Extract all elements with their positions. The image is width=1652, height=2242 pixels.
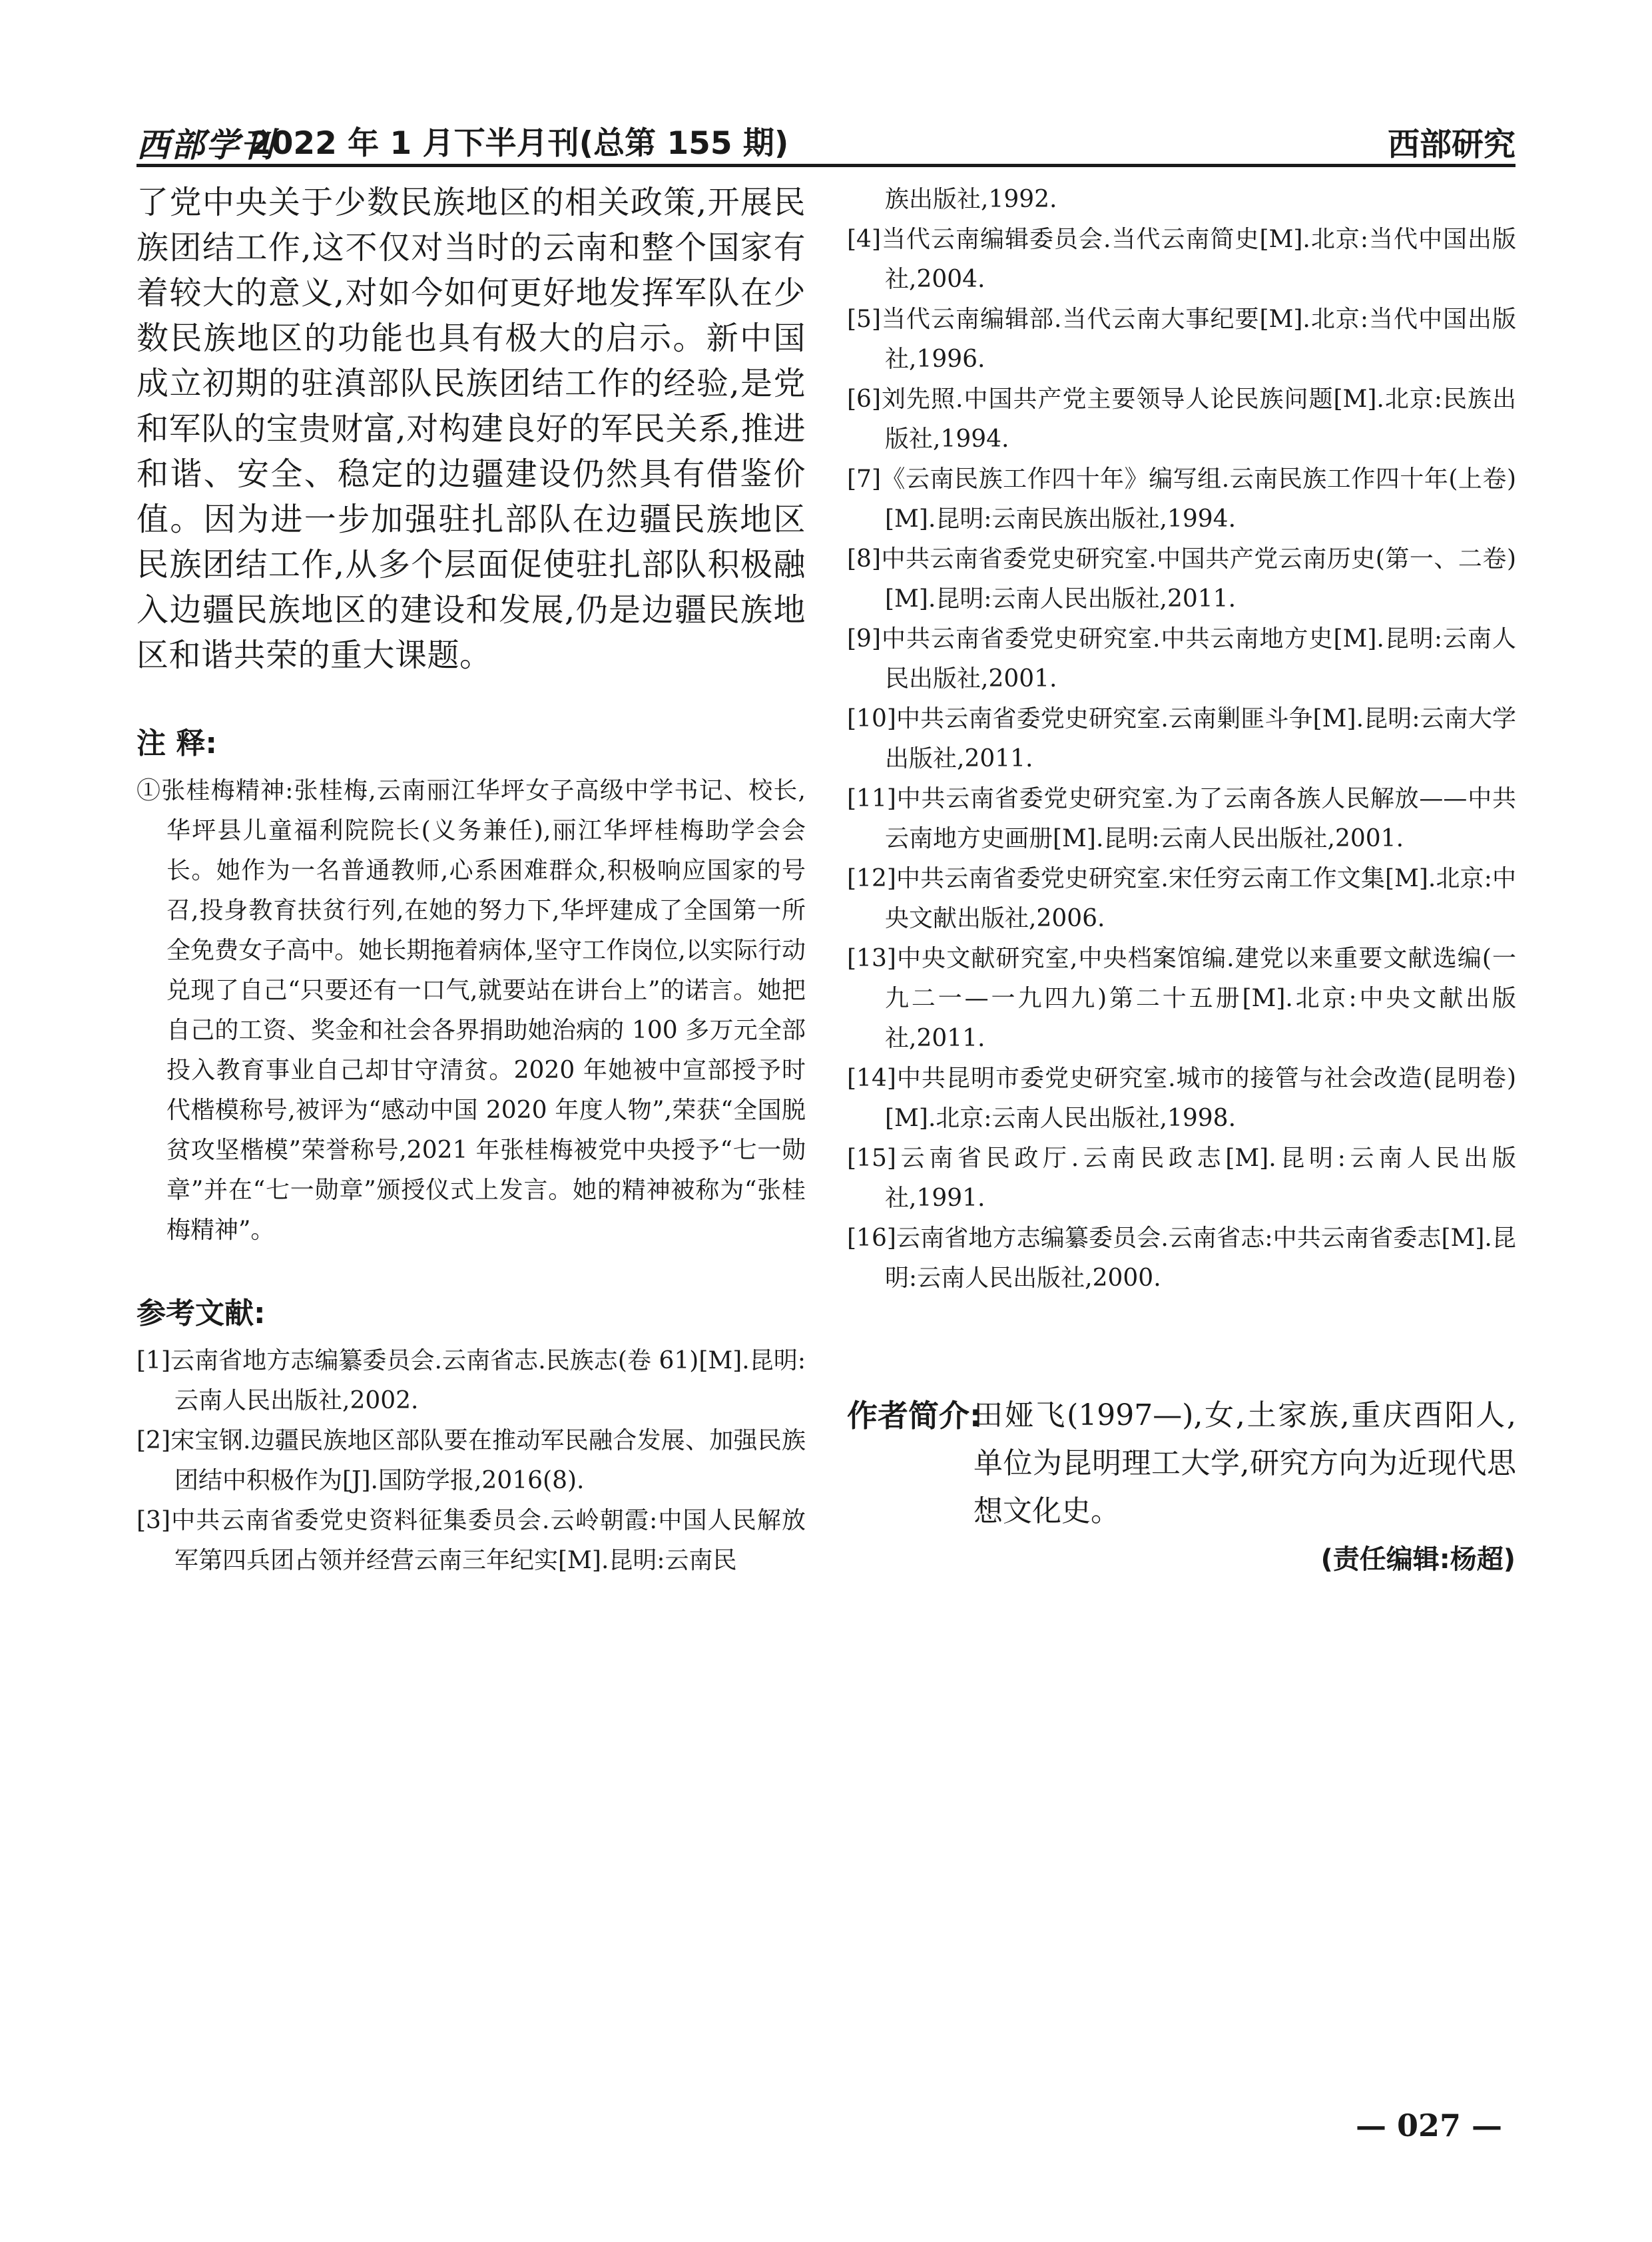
reference-item: [9]中共云南省委党史研究室.中共云南地方史[M].昆明:云南人民出版社,2001.	[847, 625, 1516, 693]
reference-item: [4]当代云南编辑委员会.当代云南简史[M].北京:当代中国出版社,2004.	[847, 226, 1516, 293]
references-heading: 参考文献:	[137, 1296, 266, 1330]
reference-item: [13]中央文献研究室,中央档案馆编.建党以来重要文献选编(一九二一—一九四九)第二十五册[M].北京:中央文献出版社,2011.	[847, 945, 1516, 1052]
issue-info: 2022 年 1 月下半月刊(总第 155 期)	[250, 125, 789, 162]
reference-item: [10]中共云南省委党史研究室.云南剿匪斗争[M].昆明:云南大学出版社,2011.	[847, 705, 1516, 772]
responsible-editor: (责任编辑:杨超)	[1320, 1544, 1515, 1575]
reference-continuation: 族出版社,1992.	[885, 186, 1057, 213]
left-column	[137, 180, 806, 1581]
reference-item: [16]云南省地方志编纂委员会.云南省志:中共云南省委志[M].昆明:云南人民出版社,2000.	[847, 1225, 1516, 1292]
running-header	[137, 113, 1515, 164]
journal-logo: 西部学刊	[137, 125, 275, 164]
header-rule	[137, 164, 1515, 167]
reference-item: [7]《云南民族工作四十年》编写组.云南民族工作四十年(上卷)[M].昆明:云南民族出版社,1994.	[847, 465, 1516, 533]
reference-item: [11]中共云南省委党史研究室.为了云南各族人民解放——中共云南地方史画册[M].昆明:云南人民出版社,2001.	[847, 785, 1516, 852]
note-item: ①张桂梅精神:张桂梅,云南丽江华坪女子高级中学书记、校长,华坪县儿童福利院院长(义务兼任),丽江华坪桂梅助学会会长。她作为一名普通教师,心系困难群众,积极响应国家的号召,投身教育扶贫行列,在她的努力下,华坪建成了全国第一所全免费女子高中。她长期拖着病体,坚守工作岗位,以实际行动兑现了自己“只要还有一口气,就要站在讲台上”的诺言。她把自己的工资、奖金和社会各界捐助她治病的 100 多万元全部投入教育事业自己却甘守清贫。2020 年她被中宣部授予时代楷模称号,被评为“感动中国 2020 年度人物”,荣获“全国脱贫攻坚楷模”荣誉称号,2021 年张桂梅被党中央授予“七一勋章”并在“七一勋章”颁授仪式上发言。她的精神被称为“张桂梅精神”。	[137, 777, 806, 1244]
reference-item: [12]中共云南省委党史研究室.宋任穷云南工作文集[M].北京:中央文献出版社,2006.	[847, 865, 1516, 932]
author-bio-label: 作者简介:	[847, 1398, 982, 1434]
reference-item: [3]中共云南省委党史资料征集委员会.云岭朝霞:中国人民解放军第四兵团占领并经营云南三年纪实[M].昆明:云南民	[137, 1507, 806, 1574]
reference-item: [14]中共昆明市委党史研究室.城市的接管与社会改造(昆明卷)[M].北京:云南人民出版社,1998.	[847, 1065, 1516, 1132]
body-paragraph: 了党中央关于少数民族地区的相关政策,开展民族团结工作,这不仅对当时的云南和整个国家有着较大的意义,对如今如何更好地发挥军队在少数民族地区的功能也具有极大的启示。新中国成立初期的驻滇部队民族团结工作的经验,是党和军队的宝贵财富,对构建良好的军民关系,推进和谐、安全、稳定的边疆建设仍然具有借鉴价值。因为进一步加强驻扎部队在边疆民族地区民族团结工作,从多个层面促使驻扎部队积极融入边疆民族地区的建设和发展,仍是边疆民族地区和谐共荣的重大课题。	[137, 184, 806, 674]
reference-item: [8]中共云南省委党史研究室.中国共产党云南历史(第一、二卷)[M].昆明:云南人民出版社,2011.	[847, 545, 1516, 613]
right-column	[847, 180, 1516, 1298]
reference-item: [5]当代云南编辑部.当代云南大事纪要[M].北京:当代中国出版社,1996.	[847, 306, 1516, 373]
author-bio-text: 田娅飞(1997—),女,土家族,重庆酉阳人,单位为昆明理工大学,研究方向为近现代思想文化史。	[973, 1398, 1516, 1528]
reference-item: [1]云南省地方志编纂委员会.云南省志.民族志(卷 61)[M].昆明:云南人民出版社,2002.	[137, 1347, 806, 1414]
notes-heading: 注 释:	[137, 726, 217, 760]
reference-item: [2]宋宝钢.边疆民族地区部队要在推动军民融合发展、加强民族团结中积极作为[J].国防学报,2016(8).	[137, 1427, 806, 1494]
section-title: 西部研究	[1387, 126, 1515, 163]
page-number: — 027 —	[1355, 2107, 1502, 2143]
reference-item: [6]刘先照.中国共产党主要领导人论民族问题[M].北京:民族出版社,1994.	[847, 386, 1516, 453]
reference-item: [15]云南省民政厅.云南民政志[M].昆明:云南人民出版社,1991.	[847, 1145, 1516, 1212]
